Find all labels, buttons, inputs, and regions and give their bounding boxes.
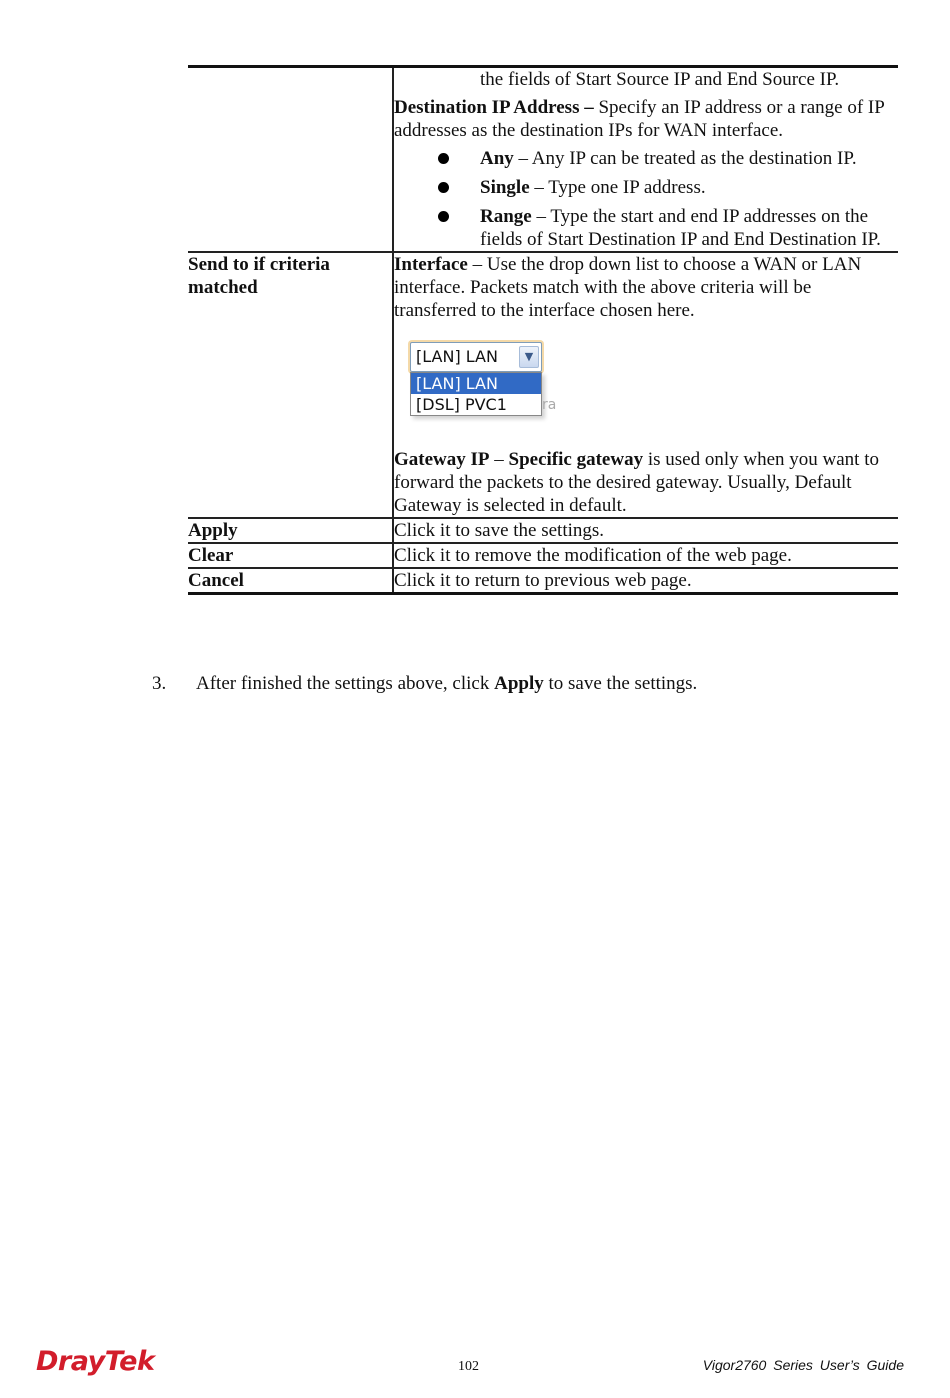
continued-text: the fields of Start Source IP and End Source IP. (480, 69, 840, 90)
bullet-icon (438, 211, 449, 222)
step-number: 3. (152, 673, 167, 694)
gateway-term: Gateway IP (394, 449, 490, 470)
interface-select[interactable] (410, 342, 542, 372)
table-row (188, 67, 898, 253)
page-number: 102 (458, 1359, 479, 1374)
label-cell: Send to if criteria matched (188, 252, 393, 518)
description-cell (393, 252, 898, 518)
description-cell (393, 67, 898, 253)
destination-ip-desc: Specify an IP address or a range of IP addresses as the destination IPs for WAN interface. (394, 97, 885, 141)
dropdown-options (410, 372, 542, 416)
description-cell: Click it to return to previous web page. (393, 568, 898, 594)
bullet-term: Single (480, 177, 530, 198)
label-cell: Clear (188, 543, 393, 568)
description-cell: Click it to remove the modification of the web page. (393, 543, 898, 568)
gateway-desc: is used only when you want to forward the packets to the desired gateway. Usually, Default Gateway is selected in default. (394, 449, 879, 516)
destination-ip-title: Destination IP Address – (394, 97, 594, 118)
draytek-logo: DrayTek (36, 1346, 155, 1377)
bullet-term: Range (480, 206, 532, 227)
bullet-icon (438, 182, 449, 193)
bullet-text: – Type one IP address. (529, 177, 706, 198)
label-cell: Apply (188, 518, 393, 543)
label-cell (188, 67, 393, 253)
list-item (394, 176, 898, 199)
option-lan[interactable]: [LAN] LAN (411, 373, 541, 394)
step-text-after: to save the settings. (543, 673, 698, 694)
settings-table (188, 65, 898, 595)
table-row (188, 252, 898, 518)
table-row (188, 543, 898, 568)
bullet-text: – Type the start and end IP addresses on the fields of Start Destination IP and End Destination IP. (480, 206, 881, 250)
table-row (188, 518, 898, 543)
select-value: [LAN] LAN (416, 347, 498, 366)
interface-paragraph (394, 253, 898, 322)
bullet-text: – Any IP can be treated as the destination IP. (513, 148, 857, 169)
obscured-text: ra (542, 397, 557, 413)
bullet-term: Any (480, 148, 514, 169)
description-cell: Click it to save the settings. (393, 518, 898, 543)
gateway-term-specific: Specific gateway (508, 449, 644, 470)
destination-ip-paragraph (394, 96, 898, 142)
interface-term: Interface (394, 254, 468, 275)
step-text-before: After finished the settings above, click (196, 673, 495, 694)
step-text-bold: Apply (494, 673, 544, 694)
gateway-paragraph (394, 448, 898, 517)
bullet-icon (438, 153, 449, 164)
table-row (188, 568, 898, 594)
chevron-down-icon[interactable]: ▼ (519, 346, 539, 368)
list-item (394, 205, 898, 251)
interface-desc: – Use the drop down list to choose a WAN or LAN interface. Packets match with the above criteria will be transferred to the interface chosen here. (394, 254, 862, 321)
interface-dropdown-screenshot (394, 332, 898, 448)
list-item (394, 147, 898, 170)
guide-title: Vigor2760 Series User’s Guide (702, 1357, 904, 1373)
option-dsl-pvc1[interactable]: [DSL] PVC1 (416, 395, 507, 414)
bullet-list (394, 147, 898, 251)
gateway-sep: – (489, 449, 509, 470)
label-cell: Cancel (188, 568, 393, 594)
step-text (196, 672, 697, 695)
